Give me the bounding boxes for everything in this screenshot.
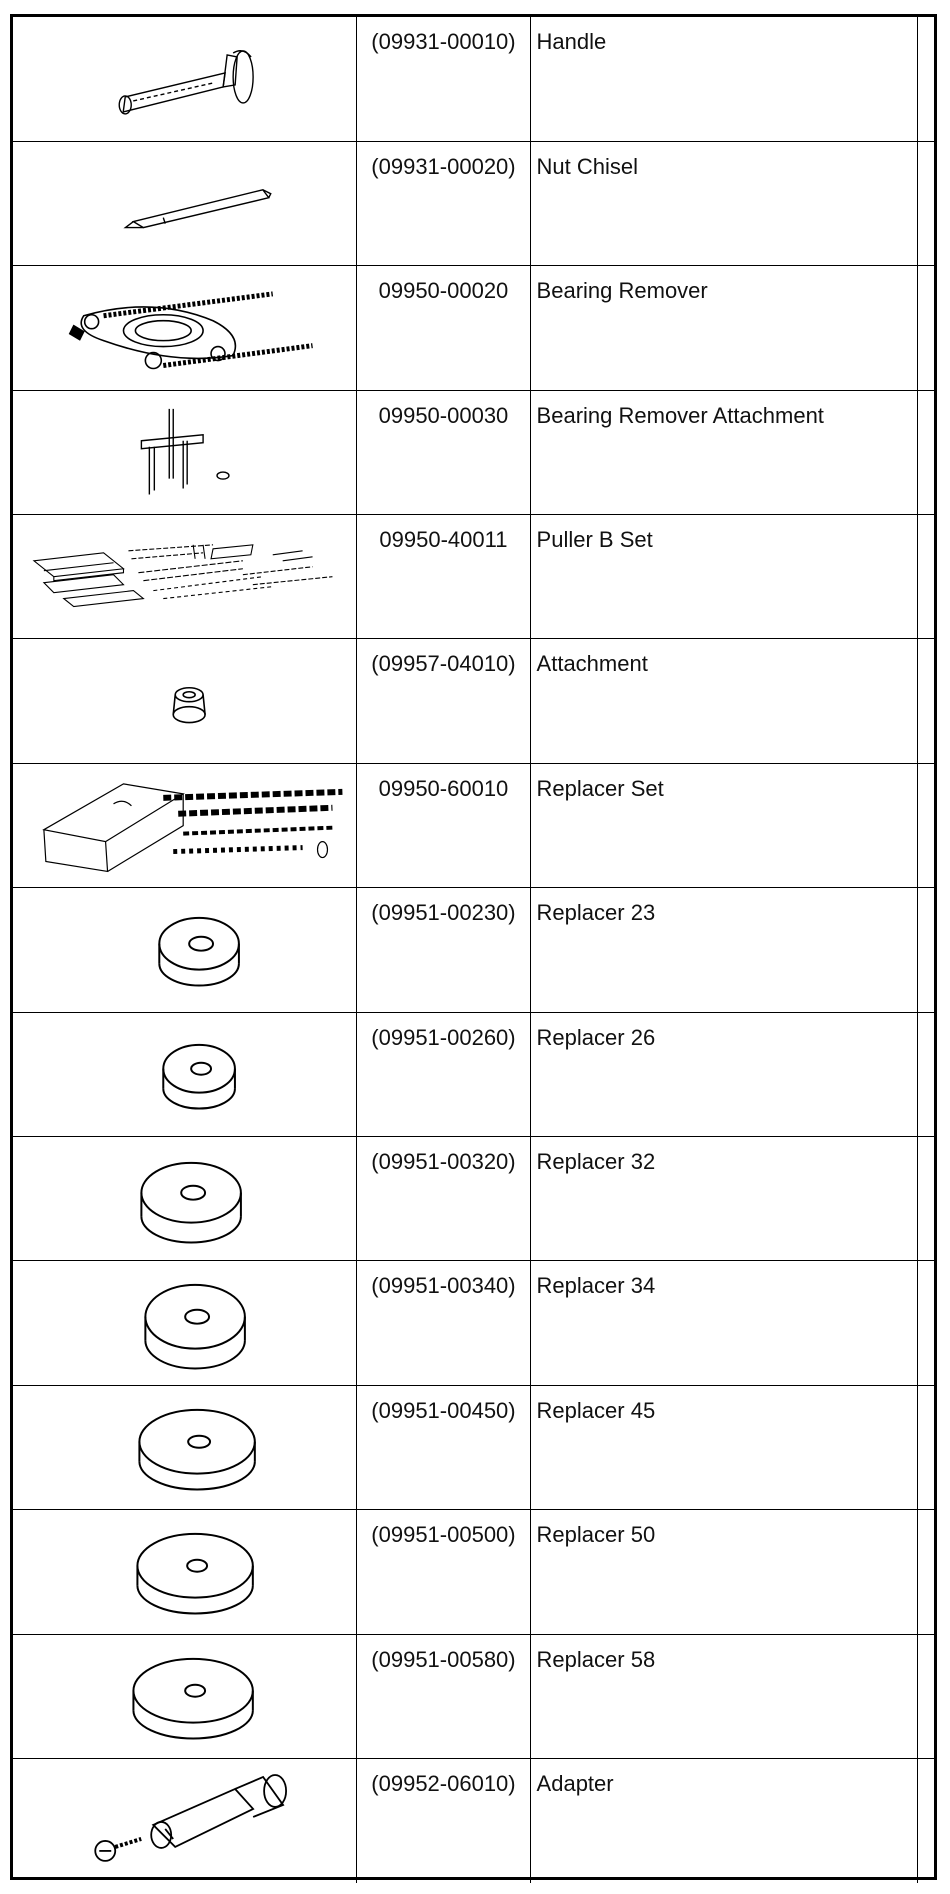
part-number: (09951-00450)	[371, 1397, 516, 1423]
table-row	[13, 390, 934, 514]
description-cell	[530, 1385, 917, 1509]
replacer-set-icon	[13, 764, 356, 887]
tool-description: Handle	[536, 29, 607, 54]
tool-illustration-cell	[13, 17, 357, 141]
table-row	[13, 1634, 934, 1758]
part-number: (09951-00340)	[371, 1273, 516, 1299]
tool-illustration-cell	[13, 1510, 357, 1634]
description-cell	[530, 390, 917, 514]
blank-cell	[917, 1385, 934, 1509]
tool-description: Replacer 26	[536, 1024, 656, 1050]
tool-description: Replacer 23	[536, 900, 656, 926]
tool-table-frame	[10, 14, 937, 1880]
blank-cell	[917, 141, 934, 265]
part-number-cell	[357, 1634, 530, 1758]
table-row	[13, 1012, 934, 1136]
part-number-cell	[357, 639, 530, 763]
tool-illustration-cell	[13, 515, 357, 639]
table-row	[13, 888, 934, 1012]
blank-cell	[917, 1012, 934, 1136]
tool-description: Replacer 34	[536, 1273, 656, 1299]
table-row	[13, 515, 934, 639]
description-cell	[530, 1510, 917, 1634]
blank-cell	[917, 1634, 934, 1758]
tool-illustration-cell	[13, 1012, 357, 1136]
tool-description: Replacer 32	[536, 1149, 656, 1175]
tool-description: Attachment	[536, 651, 648, 677]
blank-cell	[917, 763, 934, 887]
part-number: 09950-40011	[379, 527, 508, 553]
table-row	[13, 17, 934, 141]
blank-cell	[917, 888, 934, 1012]
replacer-icon	[13, 888, 356, 1011]
table-row	[13, 1758, 934, 1882]
tool-illustration-cell	[13, 1385, 357, 1509]
description-cell	[530, 515, 917, 639]
bearing-remover-attachment-icon	[13, 391, 356, 514]
part-number-cell	[357, 515, 530, 639]
part-number-cell	[357, 266, 530, 390]
part-number: 09950-00030	[378, 402, 509, 428]
tool-description: Adapter	[536, 1770, 614, 1796]
part-number: 09950-00020	[378, 278, 509, 304]
part-number: (09951-00230)	[371, 900, 516, 926]
description-cell	[530, 1261, 917, 1385]
description-cell	[530, 141, 917, 265]
tool-illustration-cell	[13, 1758, 357, 1882]
replacer-icon	[13, 1386, 356, 1509]
blank-cell	[917, 17, 934, 141]
tool-illustration-cell	[13, 639, 357, 763]
part-number-cell	[357, 141, 530, 265]
part-number-cell	[357, 1385, 530, 1509]
tool-illustration-cell	[13, 888, 357, 1012]
blank-cell	[917, 515, 934, 639]
tool-illustration-cell	[13, 390, 357, 514]
adapter-icon	[13, 1759, 356, 1883]
part-number: (09931-00010)	[371, 29, 516, 54]
tool-description: Replacer Set	[536, 775, 664, 801]
part-number: 09950-60010	[378, 775, 509, 801]
table-row	[13, 1261, 934, 1385]
part-number: (09957-04010)	[371, 651, 516, 677]
blank-cell	[917, 1261, 934, 1385]
blank-cell	[917, 390, 934, 514]
table-row	[13, 141, 934, 265]
description-cell	[530, 1634, 917, 1758]
replacer-icon	[13, 1261, 356, 1384]
replacer-icon	[13, 1013, 356, 1136]
description-cell	[530, 888, 917, 1012]
part-number-cell	[357, 1012, 530, 1136]
table-row	[13, 1137, 934, 1261]
tool-description: Replacer 58	[536, 1646, 656, 1672]
handle-icon	[13, 17, 356, 141]
tool-description: Bearing Remover	[536, 278, 708, 304]
description-cell	[530, 266, 917, 390]
tool-description: Replacer 50	[536, 1522, 656, 1548]
tool-illustration-cell	[13, 763, 357, 887]
table-row	[13, 1385, 934, 1509]
replacer-icon	[13, 1137, 356, 1260]
blank-cell	[917, 1758, 934, 1882]
part-number: (09951-00500)	[371, 1522, 516, 1548]
table-row	[13, 763, 934, 887]
tool-illustration-cell	[13, 266, 357, 390]
puller-set-icon	[13, 515, 356, 638]
part-number-cell	[357, 1137, 530, 1261]
part-number-cell	[357, 1758, 530, 1882]
blank-cell	[917, 1510, 934, 1634]
tool-illustration-cell	[13, 1137, 357, 1261]
part-number: (09931-00020)	[371, 153, 516, 179]
part-number-cell	[357, 888, 530, 1012]
tool-illustration-cell	[13, 1634, 357, 1758]
tool-description: Replacer 45	[536, 1397, 656, 1423]
table-row	[13, 1510, 934, 1634]
part-number-cell	[357, 390, 530, 514]
table-row	[13, 639, 934, 763]
description-cell	[530, 639, 917, 763]
part-number: (09952-06010)	[371, 1770, 516, 1796]
tool-description: Nut Chisel	[536, 153, 639, 179]
part-number-cell	[357, 17, 530, 141]
tool-illustration-cell	[13, 141, 357, 265]
part-number: (09951-00320)	[371, 1149, 516, 1175]
tool-illustration-cell	[13, 1261, 357, 1385]
description-cell	[530, 763, 917, 887]
blank-cell	[917, 266, 934, 390]
tool-description: Bearing Remover Attachment	[536, 402, 824, 428]
description-cell	[530, 1012, 917, 1136]
description-cell	[530, 1137, 917, 1261]
blank-cell	[917, 639, 934, 763]
attachment-icon	[13, 639, 356, 762]
blank-cell	[917, 1137, 934, 1261]
part-number-cell	[357, 1261, 530, 1385]
nut-chisel-icon	[13, 142, 356, 265]
part-number: (09951-00260)	[371, 1024, 516, 1050]
table-row	[13, 266, 934, 390]
replacer-icon	[13, 1635, 356, 1758]
description-cell	[530, 17, 917, 141]
tool-description: Puller B Set	[536, 527, 653, 553]
special-tools-table	[13, 17, 934, 1883]
part-number-cell	[357, 1510, 530, 1634]
description-cell	[530, 1758, 917, 1882]
bearing-remover-icon	[13, 266, 356, 389]
part-number: (09951-00580)	[371, 1646, 516, 1672]
part-number-cell	[357, 763, 530, 887]
replacer-icon	[13, 1510, 356, 1633]
